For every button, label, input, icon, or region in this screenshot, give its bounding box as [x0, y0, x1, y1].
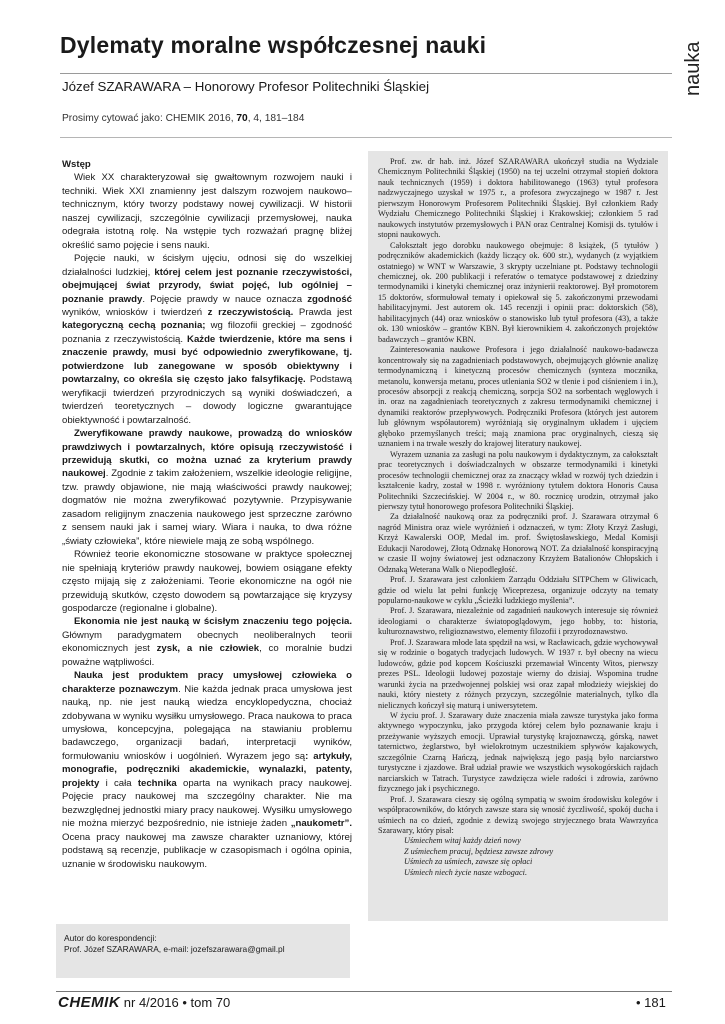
page-number: • 181: [636, 995, 666, 1010]
section-heading: Wstęp: [62, 159, 91, 170]
paragraph-verified-truths: [62, 427, 352, 548]
text-run: Pojęcie nauki, w ścisłym ujęciu, odnosi się do wszelkiej działalności ludzkiej,: [62, 253, 352, 278]
correspondence-contact: Prof. Józef SZARAWARA, e-mail: jozefszarawara@gmail.pl: [64, 944, 285, 954]
citation-suffix: , 4, 181–184: [247, 113, 305, 124]
text-run: Głównym paradygmatem obecnych neoliberalnych teorii ekonomicznych jest: [62, 629, 352, 655]
main-text-column: [62, 158, 352, 871]
text-run: oparta na wynikach pracy naukowej. Pojęcie pracy naukowej ma szczególny charakter. Nie ma bezwzględnej jednostki miary pracy naukowej. Wysiłku umysłowego nie można mierzyć bezpośrednio, nie istnieje żaden: [62, 777, 352, 830]
citation-line: [62, 113, 304, 124]
emphasis-run: kategoryczną cechą poznania;: [62, 320, 206, 332]
paragraph-intro: Wiek XX charakteryzował się gwałtownym rozwojem nauki i techniki. Wiek XXI znamienny jest dalszym rozwojem naukowo–technicznym, który tworzy podstawy nowej cywilizacji. W historii naszej cywilizacji, szczególnie cywilizacji przemysłowej, nauka odegrała istotną rolę. Na wstępie tych rozważań pragnę bliżej określić samo pojęcie i sens nauki.: [62, 172, 352, 251]
verse-line: Uśmiech niech życie nasze wzbogaci.: [404, 867, 528, 877]
bio-paragraph: Prof. J. Szarawara jest członkiem Zarządu Oddziału SITPChem w Gliwicach, gdzie od wielu lat pełni funkcję Wiceprezesa, organizuje odczyty na tematy popularno-naukowe w cyklu „Ścieżki ludzkiego myślenia”.: [378, 575, 658, 606]
bio-paragraph: Prof. J. Szarawara, niezależnie od zagadnień naukowych interesuje się również ideologiami o charakterze światopoglądowym, jego hobby, to: historia, kulturoznawstwo, religioznawstwo, elementy filozofii i przyrodoznawstwo.: [378, 606, 658, 637]
bio-paragraph: Za działalność naukową oraz za podręczniki prof. J. Szarawara otrzymał 6 nagród Ministra oraz wiele wyróżnień i odznaczeń, w tym: Złoty Krzyż Zasługi, Krzyż Kawalerski OOP, Medal im. prof. Świętosławskiego, Medal Komisji Edukacji Narodowej, Złotą Odznakę Honorową NOT. Za działalność konspiracyjną w czasie II wojny światowej jest odznaczony Krzyżem Batalionów Chłopskich i Odznaką Weterana Walk o Niepodległość.: [378, 512, 658, 574]
section-tag: [682, 41, 704, 97]
citation-volume: 70: [236, 113, 248, 124]
bio-paragraph: Całokształt jego dorobku naukowego obejmuje: 8 książek, (5 tytułów ) podręczników akademickich (każdy liczący ok. 600 str.), wydanych (z wyjątkiem ostatniego) w WNT w Warszawie, 3 skrypty uczelniane pt. Podstawy technologii chemicznej, ok. 200 publikacji i referatów o tematyce podstawowej z dziedziny termodynamiki i kinetyki chemicznej oraz inżynierii reaktorowej. Był promotorem 15 doktorów, sformułował tematy i opiekował się 5. zakończonymi przewodami habilitacyjnymi. Jest autorem ok. 145 recenzji i opinii prac: doktorskich (58), habilitacyjnych (44) oraz wniosków o stanowisko lub tytuł profesora (43), a także ok. 130 wniosków – grantów KBN. Był kierownikiem 4. zakończonych projektów badawczych – grantów KBN.: [378, 240, 658, 344]
bio-paragraph: Prof. J. Szarawara młode lata spędził na wsi, w Racławicach, gdzie wychowywał się w rodzinie o bogatych tradycjach ludowych. W 1937 r. był obecny na wiecu ludowców, gdzie pod kopcem Kościuszki przemawiał Wincenty Witos, pierwszy prezes PSL. Ideologii ludowej pozostaje wierny do dzisiaj. Wspomina trudne warunki życia na przedwojennej polskiej wsi oraz zapał młodzieży wiejskiej do nauki, który niestety z różnych przyczyn, szczególnie materialnych, tylko dla nielicznych kończył się maturą i uniwersytetem.: [378, 637, 658, 710]
text-run: . Zgodnie z takim założeniem, wszelkie ideologie religijne, tzw. prawdy objawione, nie mają właściwości prawdy naukowej; dogmatów nie można zweryfikować pozytywnie. Przypisywanie zasadom religijnym znaczenia naukowego jest sprzeczne zarówno z sensem nauki jak i samej wiary. Wiara i nauka, to dwa różne „światy człowieka”, które niewiele mają ze sobą wspólnego.: [62, 468, 352, 547]
text-run: Podstawą weryfikacji twierdzeń przyrodniczych są wyniki doświadczeń, a twierdzeń teoretycznych – dowody logiczne gwarantujące obiektywność i powtarzalność.: [62, 374, 352, 426]
citation-prefix: Prosimy cytować jako: CHEMIK 2016,: [62, 113, 237, 124]
paragraph-economics: [62, 615, 352, 669]
verse-line: Uśmiechem witaj każdy dzień nowy: [404, 836, 521, 846]
bio-paragraph: W życiu prof. J. Szarawary duże znaczenia miała zawsze turystyka jako forma aktywnego wypoczynku, jako przygoda której celem było poznawanie kraju i przeżywanie wyższych emocji. Uprawiał turystykę krajoznawczą, górską, nawet taternictwo, żeglarstwo, był wielokrotnym uczestnikiem spływów kajakowych, szczególnie Czarną Hańczą, jednak największą jego pasją było narciarstwo turystyczne i zjazdowe. Brał udział prawie we wszystkich wysokogórskich rajdach narciarskich w Tatrach. Turystyce zawdzięcza wiele radości i zdrowia, zarówno fizycznego jak i psychicznego.: [378, 711, 658, 794]
paragraph-science-definition: [62, 252, 352, 427]
article-title: Dylematy moralne współczesnej nauki: [60, 32, 487, 58]
section-tag-label: nauka: [682, 41, 704, 96]
text-run: i cała: [99, 777, 138, 789]
verse-line: Z uśmiechem pracuj, będziesz zawsze zdrowy: [404, 846, 554, 856]
journal-footer: [58, 994, 230, 1011]
emphasis-run: Ekonomia nie jest nauką w ścisłym znaczeniu tego pojęcia.: [74, 616, 352, 628]
correspondence-label: Autor do korespondencji:: [64, 933, 157, 943]
paragraph-economic-theories: Również teorie ekonomiczne stosowane w praktyce społecznej nie spełniają kryteriów prawdy naukowej, bowiem osiągane efekty często mijają się z założeniami. Teorie ekonomiczne na ogół nie przewidują skutków, często dowodem są powtarzające się kryzysy gospodarcze (regionalne i globalne).: [62, 549, 352, 614]
author-bio-box: [368, 151, 668, 921]
motto-verse: [378, 836, 658, 878]
emphasis-run: Każde twierdzenie, które ma sens i znaczenie prawdy, musi być odpowiednio zweryfikowane, tj. potwierdzone lub zanegowane w sposób obiektywny i powtarzalny, co określa się często jako falsyfikację.: [62, 333, 352, 386]
emphasis-run: z rzeczywistością.: [207, 306, 294, 318]
verse-line: Uśmiech za uśmiech, zawsze się opłaci: [404, 857, 533, 867]
text-run: wg filozofii greckiej – zgodność poznania z rzeczywistością.: [62, 320, 352, 345]
citation-divider: [60, 137, 672, 138]
text-run: . Nie każda jednak praca umysłowa jest nauką, np. nie jest nauką wiedza encyklopedyczna, chociaż zdobywana w wyniku wysiłku umysłowego. Praca naukowa to praca umysłowa, koncepcyjna, polegająca na stawianiu problemu badawczego, organizacji badań, interpretacji wyników, formułowaniu wniosków i uogólnień. Wyrazem jego są: [62, 683, 352, 762]
correspondence-box: [56, 924, 350, 978]
emphasis-run: „naukometr”.: [290, 818, 352, 830]
text-run: , co moralnie budzi poważne wątpliwości.: [62, 643, 352, 668]
title-divider: [60, 73, 672, 74]
footer-divider: [56, 991, 672, 992]
journal-issue: nr 4/2016 • tom 70: [120, 995, 231, 1010]
emphasis-run: Nauka jest produktem pracy umysłowej człowieka o charakterze poznawczym: [62, 670, 352, 695]
bio-paragraph: Prof. J. Szarawara cieszy się ogólną sympatią w swoim środowisku kolegów i współpracowników, do których zawsze stara się wnosić życzliwość, spokój ducha i uśmiech na co dzień, zgodnie z dewizą swojego stryjecznego brata Wawrzyńca Szarawary, który pisał:: [378, 794, 658, 835]
text-run: Ocena pracy naukowej ma zawsze charakter uznaniowy, której podstawą są recenzje, publikacje w czasopismach i ogólna opinia, uznanie w środowisku naukowym.: [62, 831, 352, 870]
emphasis-run: Zweryfikowane prawdy naukowe, prowadzą do wniosków prawdziwych i powtarzalnych, które opisują rzeczywistość i przewidują skutki, co można uznać za kryterium prawdy naukowej: [62, 428, 352, 480]
emphasis-run: której celem jest poznanie rzeczywistości, obejmującej świat przyrody, świat pojęć, lub ogólniej – poznanie prawdy: [62, 266, 352, 305]
bio-paragraph: Zainteresowania naukowe Profesora i jego działalność naukowo-badawcza koncentrowały się na zagadnieniach podstawowych, obejmujących głównie analizę termodynamiczną i kinetyczną procesów chemicznych (synteza mocznika, metanolu, konwersja metanu, proces utleniania SO2 w tlenie i pod ciśnieniem i in.), procesów absorpcji z reakcją chemiczną, sorpcja SO2 na sorbentach węglowych i in. oraz na zagadnieniach teoretycznych z zakresu termodynamiki chemicznej i dynamiki reaktorów przepływowych. Podręczniki Profesora (których jest autorem lub głównym współautorem) wyróżniają się oryginalnym układem i ujęciem głęboko przemyślanych treści; mają znamiona prac oryginalnych, cieszą się uznaniem i na trwałe weszły do krajowej literatury naukowej.: [378, 345, 658, 449]
emphasis-run: : artykuły, monografie, podręczniki akademickie, wynalazki, patenty, projekty: [62, 750, 352, 789]
article-author: Józef SZARAWARA – Honorowy Profesor Politechniki Śląskiej: [62, 79, 430, 94]
emphasis-run: technika: [137, 777, 177, 789]
text-run: Prawda jest: [293, 306, 353, 318]
emphasis-run: zgodność: [307, 293, 353, 305]
bio-paragraph: Wyrazem uznania za zasługi na polu naukowym i dydaktycznym, za całokształt prac teoretycznych i doświadczalnych w obszarze termodynamiki i kinetyki procesów technologii chemicznej oraz za znaczący wkład w rozwój tych dziedzin i kształcenie kadry, został w 1998 r. wyróżniony tytułem doktora Honoris Causa Politechniki Szczecińskiej. W 2004 r., w 80. rocznicę urodzin, otrzymał jako pierwszy tytuł honorowego profesora Politechniki Śląskiej.: [378, 449, 658, 511]
paragraph-scientific-work: [62, 669, 352, 871]
text-run: . Pojęcie prawdy w nauce oznacza: [142, 293, 308, 305]
emphasis-run: zysk, a nie człowiek: [156, 643, 260, 655]
text-run: wyników, wniosków i twierdzeń: [62, 306, 208, 318]
bio-paragraph: Prof. zw. dr hab. inż. Józef SZARAWARA ukończył studia na Wydziale Chemicznym Politechniki Śląskiej (1950) na tej uczelni otrzymał stopień doktora nauk technicznych (1959) i doktora habilitowanego (1963) tytuł profesora nadzwyczajnego uzyskał w 1975 r., a profesora zwyczajnego w 1987 r. Jest pierwszym Honorowym Profesorem Politechniki Śląskiej. Był członkiem Rady Wydziału Chemicznego Politechniki Śląskiej i Krakowskiej; członkiem 5 rad naukowych instytutów przemysłowych i PAN oraz Centralnej Komisji ds. tytułów i stopni naukowych.: [378, 157, 658, 240]
journal-brand: CHEMIK: [58, 994, 121, 1011]
